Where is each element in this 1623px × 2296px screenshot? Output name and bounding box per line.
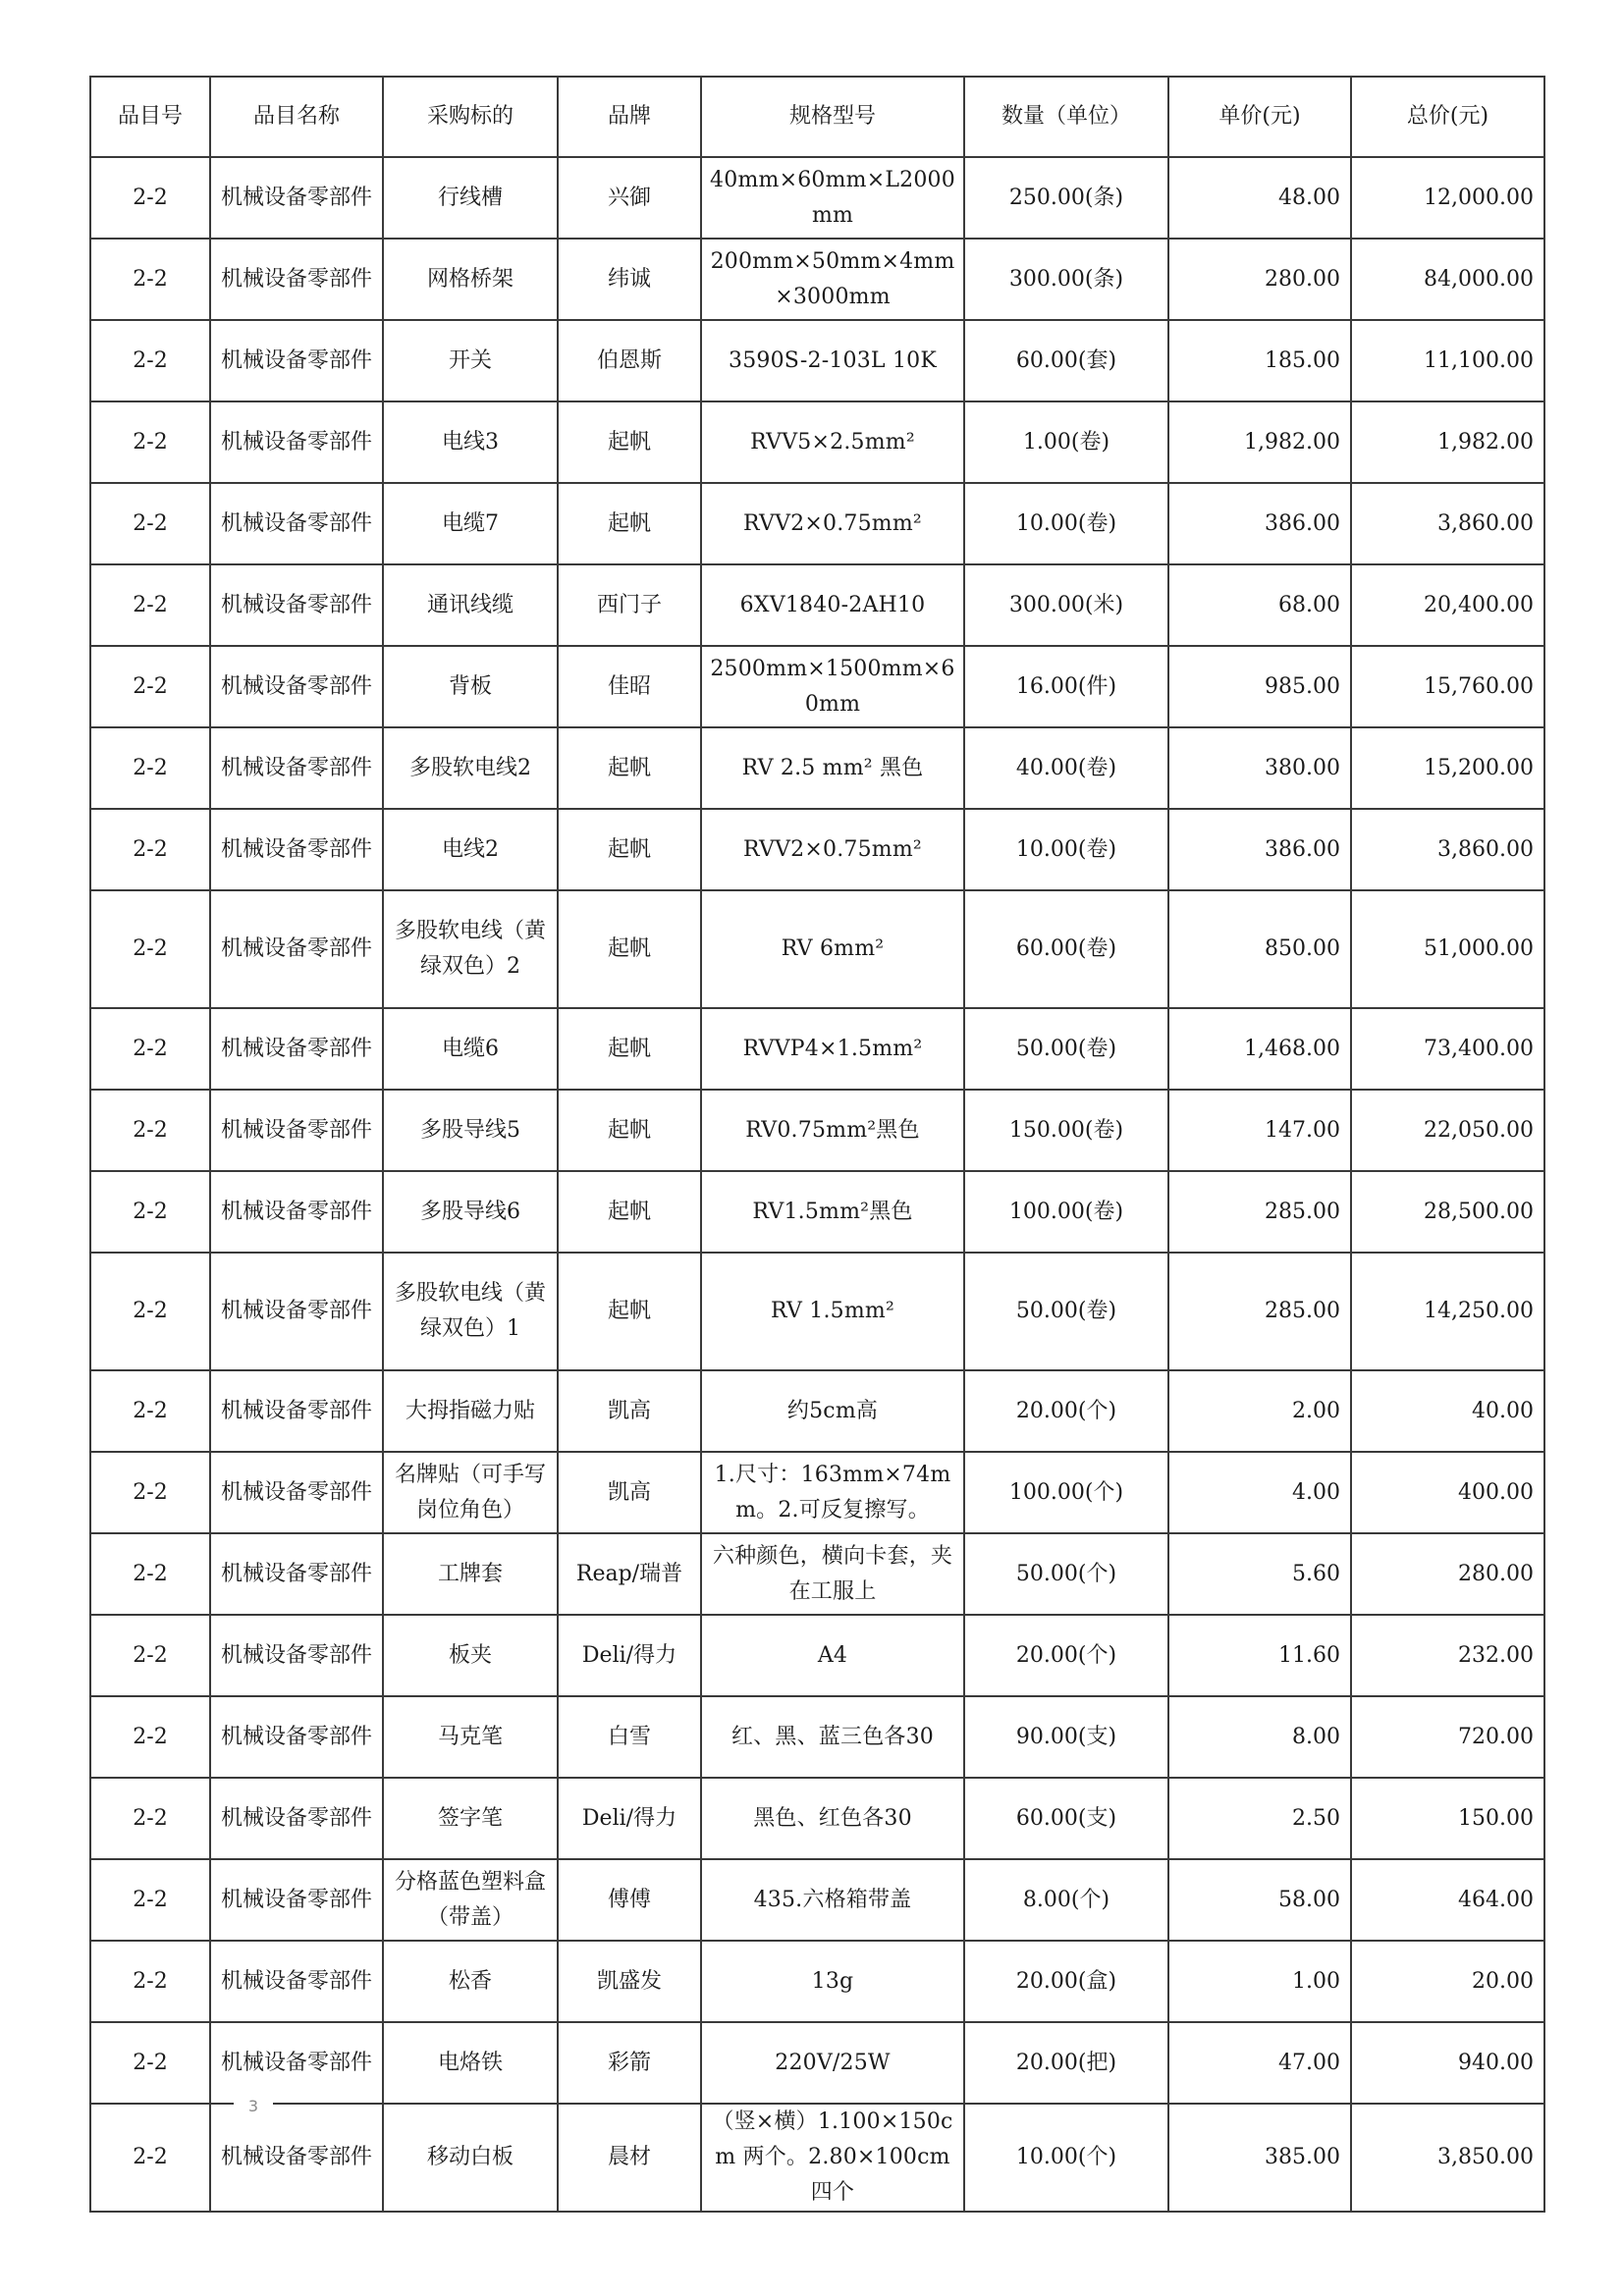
cell-name: 机械设备零部件 — [210, 1615, 383, 1696]
cell-brand: 西门子 — [558, 564, 701, 646]
cell-total: 3,860.00 — [1351, 809, 1544, 890]
table-row — [90, 1171, 1544, 1253]
cell-item: 移动白板 — [383, 2104, 558, 2212]
cell-name: 机械设备零部件 — [210, 1370, 383, 1452]
cell-code: 2-2 — [90, 239, 210, 320]
cell-item: 分格蓝色塑料盒（带盖） — [383, 1859, 558, 1941]
cell-price: 1.00 — [1168, 1941, 1351, 2022]
cell-spec: 220V/25W — [701, 2022, 964, 2104]
header-item: 采购标的 — [383, 77, 558, 157]
cell-code: 2-2 — [90, 1171, 210, 1253]
cell-spec: 13g — [701, 1941, 964, 2022]
cell-code: 2-2 — [90, 1778, 210, 1859]
cell-price: 2.50 — [1168, 1778, 1351, 1859]
cell-price: 380.00 — [1168, 727, 1351, 809]
cell-code: 2-2 — [90, 1008, 210, 1090]
cell-code: 2-2 — [90, 1533, 210, 1615]
header-total: 总价(元) — [1351, 77, 1544, 157]
table-row — [90, 157, 1544, 239]
cell-item: 电烙铁 — [383, 2022, 558, 2104]
cell-spec: RV0.75mm²黑色 — [701, 1090, 964, 1171]
cell-total: 22,050.00 — [1351, 1090, 1544, 1171]
header-price: 单价(元) — [1168, 77, 1351, 157]
cell-qty: 60.00(套) — [964, 320, 1168, 401]
cell-code: 2-2 — [90, 1370, 210, 1452]
cell-item: 松香 — [383, 1941, 558, 2022]
cell-name: 机械设备零部件 — [210, 727, 383, 809]
cell-qty: 100.00(个) — [964, 1452, 1168, 1533]
cell-code: 2-2 — [90, 401, 210, 483]
cell-item: 通讯线缆 — [383, 564, 558, 646]
cell-qty: 10.00(卷) — [964, 809, 1168, 890]
cell-qty: 8.00(个) — [964, 1859, 1168, 1941]
cell-brand: 凯高 — [558, 1452, 701, 1533]
cell-qty: 60.00(支) — [964, 1778, 1168, 1859]
cell-total: 15,760.00 — [1351, 646, 1544, 727]
cell-price: 385.00 — [1168, 2104, 1351, 2212]
cell-total: 3,860.00 — [1351, 483, 1544, 564]
header-brand: 品牌 — [558, 77, 701, 157]
header-spec: 规格型号 — [701, 77, 964, 157]
cell-qty: 20.00(把) — [964, 2022, 1168, 2104]
table-row — [90, 401, 1544, 483]
cell-item: 多股导线6 — [383, 1171, 558, 1253]
cell-qty: 250.00(条) — [964, 157, 1168, 239]
cell-item: 大拇指磁力贴 — [383, 1370, 558, 1452]
cell-spec: RVVP4×1.5mm² — [701, 1008, 964, 1090]
table-row — [90, 239, 1544, 320]
cell-price: 58.00 — [1168, 1859, 1351, 1941]
cell-brand: 起帆 — [558, 1008, 701, 1090]
cell-code: 2-2 — [90, 320, 210, 401]
cell-code: 2-2 — [90, 727, 210, 809]
cell-qty: 100.00(卷) — [964, 1171, 1168, 1253]
cell-code: 2-2 — [90, 1253, 210, 1370]
cell-brand: 彩箭 — [558, 2022, 701, 2104]
cell-item: 多股软电线2 — [383, 727, 558, 809]
cell-total: 14,250.00 — [1351, 1253, 1544, 1370]
cell-spec: 约5cm高 — [701, 1370, 964, 1452]
cell-name: 机械设备零部件 — [210, 157, 383, 239]
table-row — [90, 809, 1544, 890]
cell-name: 机械设备零部件 — [210, 1859, 383, 1941]
cell-name: 机械设备零部件 — [210, 890, 383, 1008]
cell-brand: 晨材 — [558, 2104, 701, 2212]
cell-item: 行线槽 — [383, 157, 558, 239]
cell-spec: 3590S-2-103L 10K — [701, 320, 964, 401]
cell-code: 2-2 — [90, 646, 210, 727]
cell-price: 47.00 — [1168, 2022, 1351, 2104]
cell-code: 2-2 — [90, 890, 210, 1008]
cell-total: 20,400.00 — [1351, 564, 1544, 646]
cell-total: 464.00 — [1351, 1859, 1544, 1941]
cell-spec: RV 2.5 mm² 黑色 — [701, 727, 964, 809]
cell-total: 3,850.00 — [1351, 2104, 1544, 2212]
page-number: 3 — [234, 2095, 273, 2118]
cell-item: 马克笔 — [383, 1696, 558, 1778]
header-name: 品目名称 — [210, 77, 383, 157]
cell-name: 机械设备零部件 — [210, 1008, 383, 1090]
table-row — [90, 1452, 1544, 1533]
cell-qty: 60.00(卷) — [964, 890, 1168, 1008]
cell-code: 2-2 — [90, 1859, 210, 1941]
cell-total: 400.00 — [1351, 1452, 1544, 1533]
table-row — [90, 564, 1544, 646]
cell-name: 机械设备零部件 — [210, 401, 383, 483]
cell-qty: 16.00(件) — [964, 646, 1168, 727]
cell-brand: 起帆 — [558, 727, 701, 809]
cell-spec: 435.六格箱带盖 — [701, 1859, 964, 1941]
cell-price: 1,982.00 — [1168, 401, 1351, 483]
cell-spec: （竖×横）1.100×150cm 两个。2.80×100cm 四个 — [701, 2104, 964, 2212]
cell-spec: 黑色、红色各30 — [701, 1778, 964, 1859]
cell-name: 机械设备零部件 — [210, 2022, 383, 2104]
cell-total: 40.00 — [1351, 1370, 1544, 1452]
header-qty: 数量（单位） — [964, 77, 1168, 157]
cell-total: 12,000.00 — [1351, 157, 1544, 239]
cell-total: 940.00 — [1351, 2022, 1544, 2104]
cell-price: 5.60 — [1168, 1533, 1351, 1615]
cell-price: 68.00 — [1168, 564, 1351, 646]
cell-spec: RVV2×0.75mm² — [701, 809, 964, 890]
cell-price: 280.00 — [1168, 239, 1351, 320]
cell-price: 11.60 — [1168, 1615, 1351, 1696]
cell-item: 多股导线5 — [383, 1090, 558, 1171]
table-row — [90, 1533, 1544, 1615]
cell-name: 机械设备零部件 — [210, 483, 383, 564]
cell-total: 84,000.00 — [1351, 239, 1544, 320]
cell-price: 185.00 — [1168, 320, 1351, 401]
cell-item: 板夹 — [383, 1615, 558, 1696]
cell-total: 280.00 — [1351, 1533, 1544, 1615]
cell-brand: 起帆 — [558, 809, 701, 890]
cell-code: 2-2 — [90, 1615, 210, 1696]
table-row — [90, 1090, 1544, 1171]
table-row — [90, 890, 1544, 1008]
cell-qty: 90.00(支) — [964, 1696, 1168, 1778]
cell-price: 4.00 — [1168, 1452, 1351, 1533]
cell-spec: 200mm×50mm×4mm×3000mm — [701, 239, 964, 320]
cell-brand: 起帆 — [558, 1253, 701, 1370]
cell-spec: RVV5×2.5mm² — [701, 401, 964, 483]
cell-total: 720.00 — [1351, 1696, 1544, 1778]
cell-qty: 10.00(个) — [964, 2104, 1168, 2212]
cell-qty: 50.00(卷) — [964, 1008, 1168, 1090]
table-row — [90, 320, 1544, 401]
table-row — [90, 727, 1544, 809]
table-row — [90, 646, 1544, 727]
cell-brand: 伯恩斯 — [558, 320, 701, 401]
cell-price: 386.00 — [1168, 483, 1351, 564]
cell-spec: RV 6mm² — [701, 890, 964, 1008]
table-row — [90, 1370, 1544, 1452]
cell-qty: 1.00(卷) — [964, 401, 1168, 483]
cell-item: 多股软电线（黄绿双色）1 — [383, 1253, 558, 1370]
cell-total: 51,000.00 — [1351, 890, 1544, 1008]
cell-code: 2-2 — [90, 2022, 210, 2104]
cell-brand: 白雪 — [558, 1696, 701, 1778]
cell-total: 20.00 — [1351, 1941, 1544, 2022]
cell-item: 网格桥架 — [383, 239, 558, 320]
cell-price: 1,468.00 — [1168, 1008, 1351, 1090]
cell-price: 850.00 — [1168, 890, 1351, 1008]
cell-spec: 六种颜色，横向卡套，夹在工服上 — [701, 1533, 964, 1615]
cell-name: 机械设备零部件 — [210, 564, 383, 646]
cell-qty: 20.00(个) — [964, 1615, 1168, 1696]
cell-name: 机械设备零部件 — [210, 1941, 383, 2022]
cell-spec: 6XV1840-2AH10 — [701, 564, 964, 646]
table-row — [90, 1008, 1544, 1090]
cell-brand: 起帆 — [558, 483, 701, 564]
cell-total: 28,500.00 — [1351, 1171, 1544, 1253]
cell-spec: 40mm×60mm×L2000mm — [701, 157, 964, 239]
cell-total: 232.00 — [1351, 1615, 1544, 1696]
cell-code: 2-2 — [90, 1696, 210, 1778]
cell-item: 开关 — [383, 320, 558, 401]
cell-brand: 起帆 — [558, 1090, 701, 1171]
cell-brand: 纬诚 — [558, 239, 701, 320]
cell-item: 电线3 — [383, 401, 558, 483]
cell-price: 386.00 — [1168, 809, 1351, 890]
cell-price: 2.00 — [1168, 1370, 1351, 1452]
cell-name: 机械设备零部件 — [210, 646, 383, 727]
cell-name: 机械设备零部件 — [210, 1696, 383, 1778]
cell-brand: Deli/得力 — [558, 1778, 701, 1859]
cell-qty: 20.00(个) — [964, 1370, 1168, 1452]
table-row — [90, 1778, 1544, 1859]
table-row — [90, 1859, 1544, 1941]
cell-name: 机械设备零部件 — [210, 1533, 383, 1615]
cell-brand: 凯高 — [558, 1370, 701, 1452]
cell-brand: 起帆 — [558, 401, 701, 483]
cell-price: 8.00 — [1168, 1696, 1351, 1778]
cell-code: 2-2 — [90, 1452, 210, 1533]
cell-name: 机械设备零部件 — [210, 809, 383, 890]
cell-item: 电缆6 — [383, 1008, 558, 1090]
header-code: 品目号 — [90, 77, 210, 157]
cell-item: 电缆7 — [383, 483, 558, 564]
table-row — [90, 2022, 1544, 2104]
cell-spec: 红、黑、蓝三色各30 — [701, 1696, 964, 1778]
cell-code: 2-2 — [90, 483, 210, 564]
cell-brand: 傅傅 — [558, 1859, 701, 1941]
table-row — [90, 1615, 1544, 1696]
procurement-table — [89, 76, 1545, 2213]
cell-name: 机械设备零部件 — [210, 1171, 383, 1253]
cell-brand: 起帆 — [558, 890, 701, 1008]
cell-spec: RV1.5mm²黑色 — [701, 1171, 964, 1253]
cell-spec: 2500mm×1500mm×60mm — [701, 646, 964, 727]
cell-total: 15,200.00 — [1351, 727, 1544, 809]
cell-total: 73,400.00 — [1351, 1008, 1544, 1090]
cell-qty: 10.00(卷) — [964, 483, 1168, 564]
cell-total: 1,982.00 — [1351, 401, 1544, 483]
cell-price: 985.00 — [1168, 646, 1351, 727]
cell-total: 150.00 — [1351, 1778, 1544, 1859]
cell-qty: 50.00(个) — [964, 1533, 1168, 1615]
cell-brand: 兴御 — [558, 157, 701, 239]
cell-spec: RV 1.5mm² — [701, 1253, 964, 1370]
cell-code: 2-2 — [90, 2104, 210, 2212]
cell-price: 147.00 — [1168, 1090, 1351, 1171]
cell-name: 机械设备零部件 — [210, 2104, 383, 2212]
cell-name: 机械设备零部件 — [210, 1253, 383, 1370]
cell-brand: 佳昭 — [558, 646, 701, 727]
table-row — [90, 1941, 1544, 2022]
cell-spec: RVV2×0.75mm² — [701, 483, 964, 564]
cell-spec: A4 — [701, 1615, 964, 1696]
cell-code: 2-2 — [90, 809, 210, 890]
cell-name: 机械设备零部件 — [210, 239, 383, 320]
cell-code: 2-2 — [90, 564, 210, 646]
table-row — [90, 483, 1544, 564]
cell-brand: 起帆 — [558, 1171, 701, 1253]
cell-qty: 40.00(卷) — [964, 727, 1168, 809]
cell-brand: 凯盛发 — [558, 1941, 701, 2022]
cell-spec: 1.尺寸：163mm×74mm。2.可反复擦写。 — [701, 1452, 964, 1533]
cell-brand: Deli/得力 — [558, 1615, 701, 1696]
table-row — [90, 1696, 1544, 1778]
cell-code: 2-2 — [90, 1941, 210, 2022]
cell-price: 285.00 — [1168, 1171, 1351, 1253]
cell-code: 2-2 — [90, 157, 210, 239]
cell-code: 2-2 — [90, 1090, 210, 1171]
cell-qty: 50.00(卷) — [964, 1253, 1168, 1370]
cell-qty: 300.00(米) — [964, 564, 1168, 646]
cell-item: 电线2 — [383, 809, 558, 890]
header-row — [90, 77, 1544, 157]
table-row — [90, 2104, 1544, 2212]
cell-brand: Reap/瑞普 — [558, 1533, 701, 1615]
cell-item: 名牌贴（可手写岗位角色） — [383, 1452, 558, 1533]
cell-item: 多股软电线（黄绿双色）2 — [383, 890, 558, 1008]
cell-price: 285.00 — [1168, 1253, 1351, 1370]
cell-name: 机械设备零部件 — [210, 1452, 383, 1533]
cell-qty: 20.00(盒) — [964, 1941, 1168, 2022]
cell-total: 11,100.00 — [1351, 320, 1544, 401]
cell-price: 48.00 — [1168, 157, 1351, 239]
cell-name: 机械设备零部件 — [210, 1090, 383, 1171]
cell-name: 机械设备零部件 — [210, 1778, 383, 1859]
cell-item: 签字笔 — [383, 1778, 558, 1859]
cell-item: 工牌套 — [383, 1533, 558, 1615]
table-row — [90, 1253, 1544, 1370]
cell-item: 背板 — [383, 646, 558, 727]
cell-qty: 150.00(卷) — [964, 1090, 1168, 1171]
cell-name: 机械设备零部件 — [210, 320, 383, 401]
cell-qty: 300.00(条) — [964, 239, 1168, 320]
